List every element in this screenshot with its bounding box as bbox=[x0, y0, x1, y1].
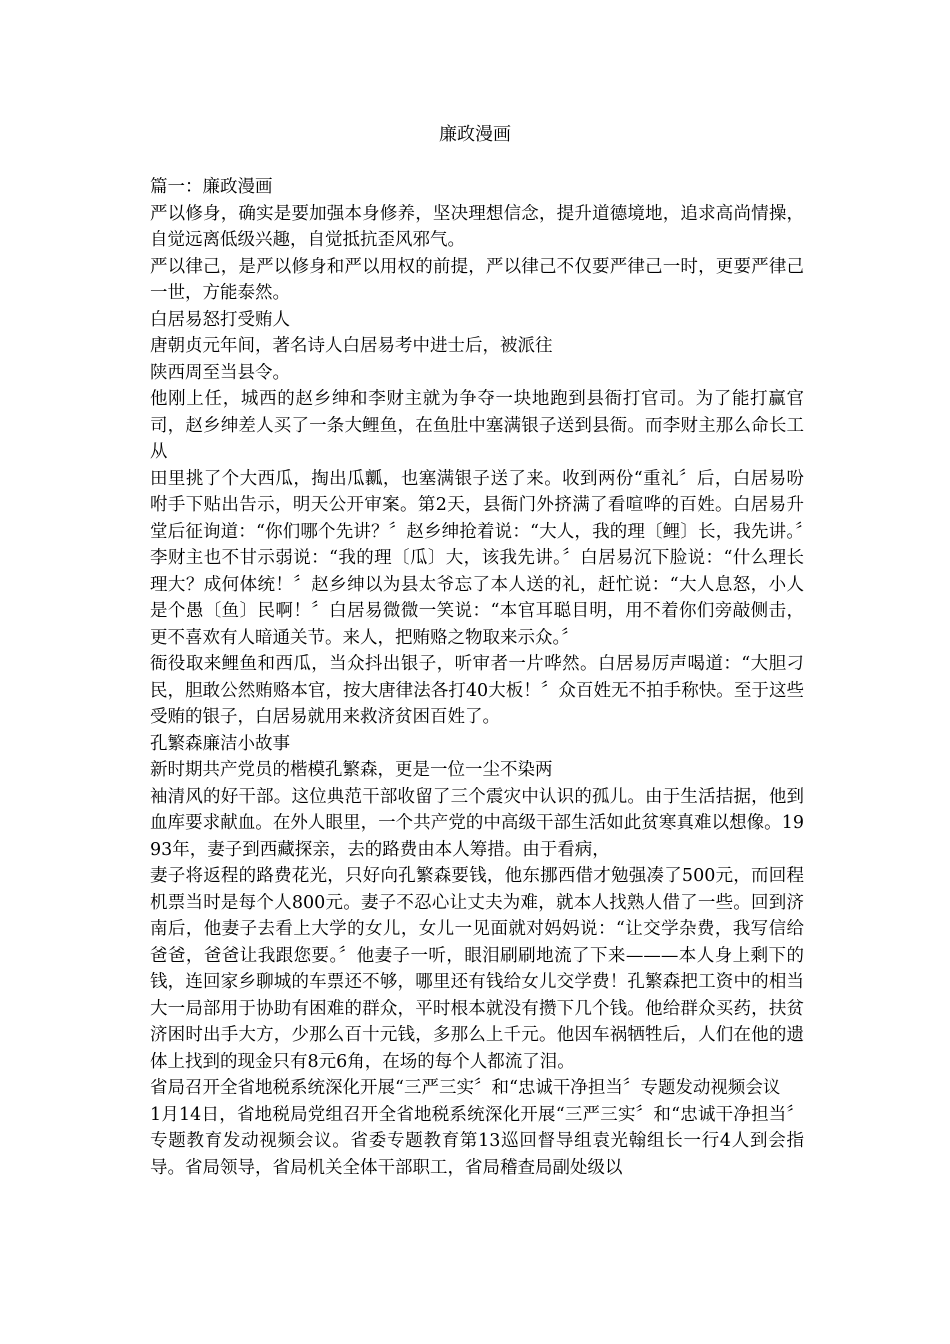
paragraph: 袖清风的好干部。这位典范干部收留了三个震灾中认识的孤儿。由于生活拮据，他到血库要求献血。在外人眼里，一个共产党的中高级干部生活如此贫寒真难以想像。1993年，妻子到西藏探亲，去的路费由本人筹措。由于看病， bbox=[150, 786, 804, 860]
document-title: 廉政漫画 bbox=[439, 124, 511, 145]
paragraph: 他刚上任，城西的赵乡绅和李财主就为争夺一块地跑到县衙打官司。为了能打赢官司，赵乡绅差人买了一条大鲤鱼，在鱼肚中塞满银子送到县衙。而李财主那么命长工从 bbox=[150, 389, 804, 462]
paragraph: 孔繁森廉洁小故事 bbox=[150, 733, 290, 754]
paragraph: 省局召开全省地税系统深化开展“三严三实〞和“忠诚干净担当〞专题发动视频会议 bbox=[150, 1078, 781, 1098]
paragraph: 新时期共产党员的楷模孔繁森，更是一位一尘不染两 bbox=[150, 760, 553, 780]
paragraph: 唐朝贞元年间，著名诗人白居易考中进士后，被派往 bbox=[150, 336, 553, 356]
paragraph: 严以修身，确实是要加强本身修养，坚决理想信念，提升道德境地，追求高尚情操，自觉远离低级兴趣，自觉抵抗歪风邪气。 bbox=[150, 203, 804, 250]
paragraph: 1月14日，省地税局党组召开全省地税系统深化开展“三严三实〞和“忠诚干净担当〞专题教育发动视频会议。省委专题教育第13巡回督导组袁光翰组长一行4人到会指导。省局领导，省局机关全体干部职工，省局稽查局副处级以 bbox=[150, 1104, 804, 1178]
paragraph: 白居易怒打受贿人 bbox=[150, 309, 290, 330]
paragraph: 田里挑了个大西瓜，掏出瓜瓤，也塞满银子送了来。收到两份“重礼〞后，白居易吩咐手下贴出告示，明天公开审案。第2天，县衙门外挤满了看喧哗的百姓。白居易升堂后征询道：“你们哪个先讲？〞赵乡绅抢着说：“大人，我的理〔鲤〕长，我先讲。〞李财主也不甘示弱说：“我的理〔瓜〕大，该我先讲。〞白居易沉下脸说：“什么理长理大？成何体统！〞赵乡绅以为县太爷忘了本人送的礼，赶忙说：“大人息怒，小人是个愚〔鱼〕民啊！〞白居易微微一笑说：“本官耳聪目明，用不着你们旁敲侧击，更不喜欢有人暗通关节。来人，把贿赂之物取来示众。〞 bbox=[150, 468, 804, 648]
paragraph: 陕西周至当县令。 bbox=[150, 362, 290, 383]
paragraph: 妻子将返程的路费花光，只好向孔繁森要钱，他东挪西借才勉强凑了500元，而回程机票当时是每个人800元。妻子不忍心让丈夫为难，就本人找熟人借了一些。回到济南后，他妻子去看上大学的女儿，女儿一见面就对妈妈说：“让交学杂费，我写信给爸爸，爸爸让我跟您要。〞他妻子一听，眼泪刷刷地流了下来———本人身上剩下的钱，连回家乡聊城的车票还不够，哪里还有钱给女儿交学费！孔繁森把工资中的相当大一局部用于协助有困难的群众，平时根本就没有攒下几个钱。他给群众买药，扶贫济困时出手大方，少那么百十元钱，多那么上千元。他因车祸牺牲后，人们在他的遗体上找到的现金只有8元6角，在场的每个人都流了泪。 bbox=[150, 866, 804, 1072]
paragraph: 衙役取来鲤鱼和西瓜，当众抖出银子，听审者一片哗然。白居易厉声喝道：“大胆刁民，胆敢公然贿赂本官，按大唐律法各打40大板！〞众百姓无不拍手称快。至于这些受贿的银子，白居易就用来救济贫困百姓了。 bbox=[150, 654, 804, 727]
paragraph: 篇一：廉政漫画 bbox=[150, 177, 273, 197]
document-body bbox=[150, 174, 804, 1181]
paragraph: 严以律己，是严以修身和严以用权的前提，严以律己不仅要严律己一时，更要严律己一世，方能泰然。 bbox=[150, 256, 804, 303]
